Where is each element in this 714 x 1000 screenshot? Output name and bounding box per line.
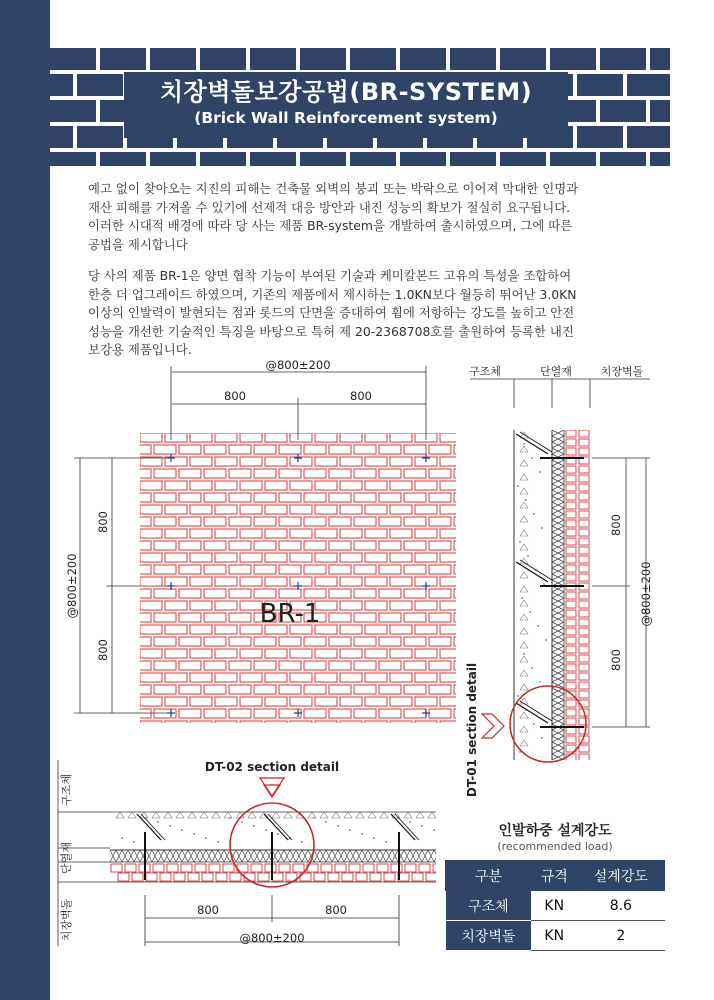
load-table-title: 인발하중 설계강도 (498, 823, 612, 839)
dt02-dim-1: 800 (197, 903, 219, 917)
load-table (445, 860, 665, 951)
load-table-subtitle: (recommended load) (497, 840, 613, 853)
dt01-dim-2: 800 (609, 649, 623, 671)
dt02-arrow-icon (260, 778, 284, 797)
intro-line: 성능을 개선한 기술적인 특징을 바탕으로 특허 제 20-2368708호를 출원하여 등록한 내진 (88, 323, 574, 339)
brick-wall-elevation (129, 433, 476, 730)
table-row-value: 2 (577, 921, 664, 951)
elevation-top-spacing-2: 800 (350, 389, 372, 403)
intro-line: 당 사의 제품 BR-1은 양면 협착 기능이 부여된 기술과 케미칼본드 고유의 특성을 조합하여 (88, 268, 572, 283)
intro-line: 한층 더 업그레이드 하였으며, 기존의 제품에서 제시하는 1.0KN보다 월등히 뛰어난 3.0KN (88, 286, 577, 302)
dt02-layer-brick: 치장벽돌 (60, 898, 73, 942)
dt01-section-label: DT-01 section detail (465, 662, 479, 798)
intro-line: 예고 없이 찾아오는 지진의 피해는 건축물 외벽의 붕괴 또는 박락으로 이어져 막대한 인명과 (88, 181, 579, 196)
dt02-section-drawing (110, 812, 451, 881)
dt02-section-label: DT-02 section detail (204, 760, 340, 774)
table-row (446, 891, 665, 921)
dt02-dim-total: @800±200 (239, 931, 305, 945)
intro-line: 재산 피해를 가져올 수 있기에 선제적 대응 방안과 내진 성능의 확보가 절실히 요구됩니다. (88, 199, 571, 215)
load-table-header: 설계강도 (577, 861, 664, 891)
dt02-layer-structure: 구조체 (60, 774, 73, 806)
table-row-value: 8.6 (577, 891, 664, 921)
table-row (446, 921, 665, 951)
elevation-left-spacing-2: 800 (96, 639, 110, 661)
table-row-name: 구조체 (446, 891, 532, 921)
elevation-left-spacing-1: 800 (96, 511, 110, 533)
dt02-layer-insulation: 단열재 (60, 842, 73, 874)
table-row-name: 치장벽돌 (446, 921, 532, 951)
intro-line: 이상의 인발력이 발현되는 점과 롯드의 단면을 증대하여 휨에 저항하는 강도를 높히고 안전 (88, 305, 575, 320)
dt01-dim-total: @800±200 (639, 561, 653, 627)
load-table-header: 구분 (446, 861, 532, 891)
dt01-arrow-icon (482, 714, 504, 738)
elevation-top-total-label: @800±200 (265, 358, 331, 372)
table-row-unit: KN (531, 891, 577, 921)
dt01-layer-insulation: 단열재 (540, 365, 572, 378)
dt01-section-drawing (514, 430, 589, 761)
elevation-left-total-label: @800±200 (65, 553, 79, 619)
elevation-top-dimensions (171, 366, 426, 440)
dt01-detail-circle (510, 686, 586, 762)
intro-line: 보강용 제품입니다. (88, 342, 192, 357)
dt02-dim-2: 800 (325, 903, 347, 917)
load-table-header: 규격 (531, 861, 577, 891)
dt01-layer-header (470, 379, 650, 408)
page-subtitle: (Brick Wall Reinforcement system) (194, 109, 498, 127)
load-table-header-row (446, 861, 665, 891)
dt01-layer-brick: 치장벽돌 (600, 365, 644, 378)
elevation-top-spacing-1: 800 (224, 389, 246, 403)
intro-line: 이러한 시대적 배경에 따라 당 사는 제품 BR-system을 개발하여 출시하였으며, 그에 따른 (88, 218, 573, 233)
dt01-dim-1: 800 (609, 514, 623, 536)
table-row-unit: KN (531, 921, 577, 951)
intro-line: 공법을 제시합니다 (88, 236, 188, 252)
dt01-layer-structure: 구조체 (469, 365, 501, 378)
page-title: 치장벽돌보강공법(BR-SYSTEM) (159, 78, 533, 106)
product-label-br1: BR-1 (259, 599, 321, 629)
